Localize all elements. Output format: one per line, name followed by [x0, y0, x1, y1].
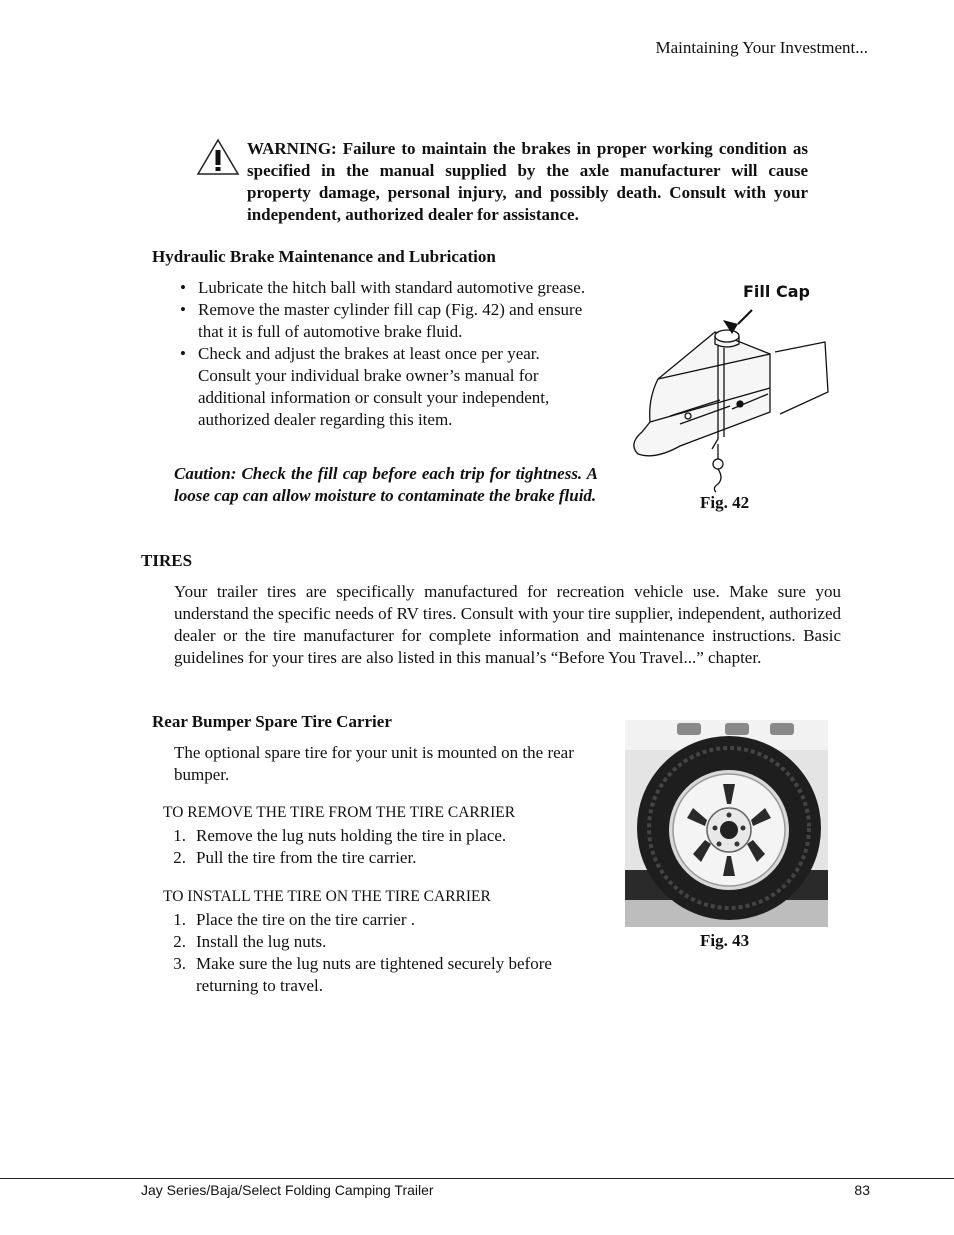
warning-text: WARNING: Failure to maintain the brakes in proper working condition as specified in the manual supplied by the axle manufacturer will cause property damage, personal injury, and possibly death. Consult with your independent, authorized dealer for assistance. — [247, 139, 808, 224]
spare-carrier-paragraph: The optional spare tire for your unit is mounted on the rear bumper. — [174, 743, 574, 784]
bullet-item: • Remove the master cylinder fill cap (Fig. 42) and ensure that it is full of automotive brake fluid. — [176, 299, 596, 343]
bullet-item: • Check and adjust the brakes at least once per year. Consult your individual brake owner’s manual for additional information or consult your independent, authorized dealer regarding this item. — [176, 343, 596, 431]
hydraulic-bullet-list — [176, 277, 596, 431]
list-item: 2. Install the lug nuts. — [173, 932, 327, 951]
brake-actuator-illustration — [620, 304, 830, 500]
tires-paragraph: Your trailer tires are specifically manufactured for recreation vehicle use. Make sure you understand the specific needs of RV tires. Consult with your tire supplier, independent, authorized dealer or the tire manufacturer for complete information and maintenance instructions. Basic guidelines for your tires are also listed in this manual’s “Before You Travel...” chapter. — [174, 582, 841, 667]
warning-triangle-icon — [196, 138, 240, 176]
caution-text: Caution: Check the fill cap before each trip for tightness. A loose cap can allow moisture to contaminate the brake fluid. — [174, 464, 598, 505]
remove-tire-subheading: TO REMOVE THE TIRE FROM THE TIRE CARRIER — [163, 804, 516, 821]
remove-steps-list — [168, 825, 608, 869]
page-number: 83 — [854, 1182, 870, 1198]
figure-43-caption: Fig. 43 — [700, 931, 750, 950]
spare-tire-photo — [625, 720, 828, 927]
tires-heading: TIRES — [141, 551, 193, 570]
hydraulic-heading: Hydraulic Brake Maintenance and Lubrication — [152, 247, 496, 266]
figure-42-caption: Fig. 42 — [700, 493, 750, 512]
install-tire-subheading: TO INSTALL THE TIRE ON THE TIRE CARRIER — [163, 888, 491, 905]
list-item: 3. Make sure the lug nuts are tightened securely before returning to travel. — [173, 954, 552, 995]
running-header: Maintaining Your Investment... — [655, 38, 868, 57]
list-item: 1. Remove the lug nuts holding the tire in place. — [173, 826, 507, 845]
footer-title: Jay Series/Baja/Select Folding Camping Trailer — [141, 1182, 434, 1198]
footer-divider — [0, 1178, 954, 1179]
list-item: 2. Pull the tire from the tire carrier. — [173, 848, 417, 867]
list-item: 1. Place the tire on the tire carrier . — [173, 910, 415, 929]
fill-cap-callout: Fill Cap — [743, 282, 810, 301]
install-steps-list — [168, 909, 608, 997]
spare-carrier-heading: Rear Bumper Spare Tire Carrier — [152, 712, 392, 731]
bullet-item: • Lubricate the hitch ball with standard automotive grease. — [176, 277, 596, 299]
